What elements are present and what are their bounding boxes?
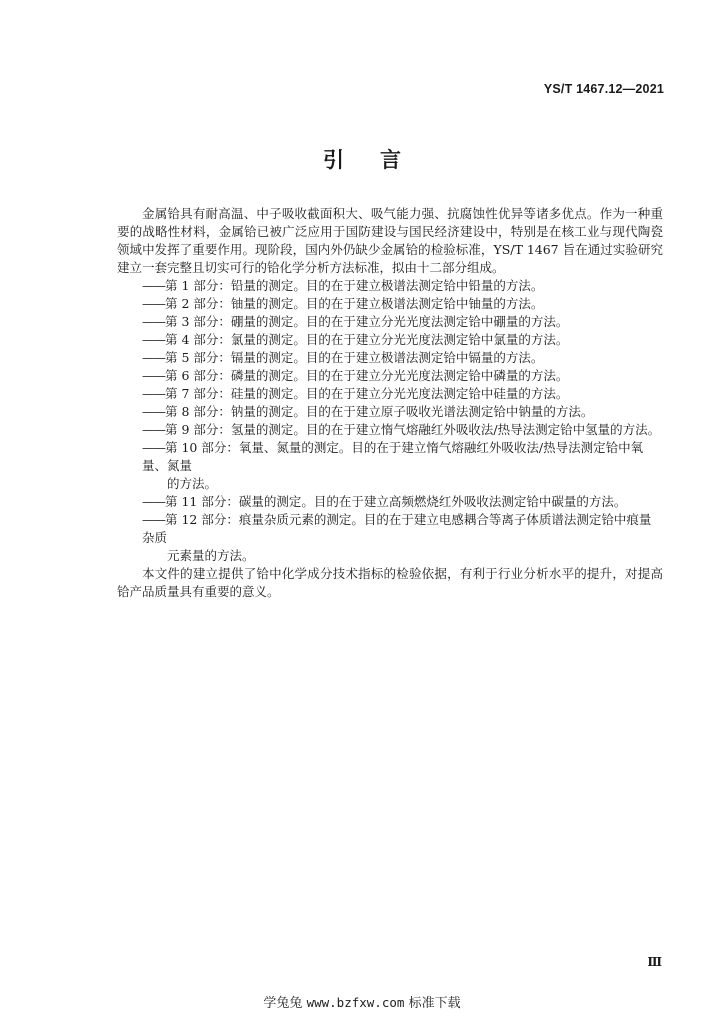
list-item-text: 第 3 部分：硼量的测定。目的在于建立分光光度法测定铪中硼量的方法。	[165, 314, 569, 329]
list-dash: ——	[142, 296, 165, 311]
list-item-text: 第 2 部分：铀量的测定。目的在于建立极谱法测定铪中铀量的方法。	[165, 296, 544, 311]
list-item-text: 第 1 部分：铅量的测定。目的在于建立极谱法测定铪中铅量的方法。	[165, 278, 544, 293]
list-item	[117, 331, 663, 349]
list-dash: ——	[142, 512, 165, 527]
list-item	[117, 367, 663, 385]
standard-code: YS/T 1467.12—2021	[543, 82, 664, 96]
list-item-text: 第 9 部分：氢量的测定。目的在于建立惰气熔融红外吸收法/热导法测定铪中氢量的方法。	[165, 422, 661, 437]
list-item	[117, 421, 663, 439]
list-item	[117, 385, 663, 403]
list-item	[117, 295, 663, 313]
list-dash: ——	[142, 404, 165, 419]
list-dash: ——	[142, 314, 165, 329]
list-item-text: 第 12 部分：痕量杂质元素的测定。目的在于建立电感耦合等离子体质谱法测定铪中痕量杂质	[142, 512, 652, 545]
list-item-text: 第 4 部分：氯量的测定。目的在于建立分光光度法测定铪中氯量的方法。	[165, 332, 569, 347]
list-item-continuation: 元素量的方法。	[167, 548, 255, 563]
document-body	[117, 205, 663, 601]
list-item	[117, 511, 663, 565]
list-dash: ——	[142, 422, 165, 437]
list-item	[117, 403, 663, 421]
list-dash: ——	[142, 350, 165, 365]
list-item	[117, 277, 663, 295]
footer-tagline: 标准下载	[408, 996, 461, 1011]
list-dash: ——	[142, 386, 165, 401]
list-item-continuation: 的方法。	[167, 476, 218, 491]
list-dash: ——	[142, 440, 165, 455]
list-item	[117, 493, 663, 511]
list-item	[117, 439, 663, 493]
closing-paragraph: 本文件的建立提供了铪中化学成分技术指标的检验依据，有利于行业分析水平的提升，对提高铪产品质量具有重要的意义。	[117, 566, 663, 599]
list-dash: ——	[142, 332, 165, 347]
list-item-text: 第 6 部分：磷量的测定。目的在于建立分光光度法测定铪中磷量的方法。	[165, 368, 569, 383]
list-dash: ——	[142, 368, 165, 383]
list-dash: ——	[142, 278, 165, 293]
parts-list	[117, 277, 663, 565]
footer-site-name: 学兔兔	[263, 996, 303, 1011]
list-item	[117, 313, 663, 331]
page-title: 引言	[323, 148, 437, 172]
list-item-text: 第 10 部分：氧量、氮量的测定。目的在于建立惰气熔融红外吸收法/热导法测定铪中氧量、氮量	[142, 440, 644, 473]
page-number: Ⅲ	[647, 955, 662, 969]
list-item-text: 第 11 部分：碳量的测定。目的在于建立高频燃烧红外吸收法测定铪中碳量的方法。	[165, 494, 627, 509]
list-item-text: 第 7 部分：硅量的测定。目的在于建立分光光度法测定铪中硅量的方法。	[165, 386, 569, 401]
list-item-text: 第 5 部分：镉量的测定。目的在于建立极谱法测定铪中镉量的方法。	[165, 350, 544, 365]
intro-paragraph: 金属铪具有耐高温、中子吸收截面积大、吸气能力强、抗腐蚀性优异等诸多优点。作为一种重要的战略性材料，金属铪已被广泛应用于国防建设与国民经济建设中，特别是在核工业与现代陶瓷领域中发挥了重要作用。现阶段，国内外仍缺少金属铪的检验标准，YS/T 1467 旨在通过实验研究建立一套完整且切实可行的铪化学分析方法标准，拟由十二部分组成。	[117, 206, 663, 275]
footer-watermark	[0, 992, 724, 1011]
list-dash: ——	[142, 494, 165, 509]
footer-url[interactable]: www.bzfxw.com	[306, 995, 405, 1010]
list-item	[117, 349, 663, 367]
list-item-text: 第 8 部分：钠量的测定。目的在于建立原子吸收光谱法测定铪中钠量的方法。	[165, 404, 594, 419]
